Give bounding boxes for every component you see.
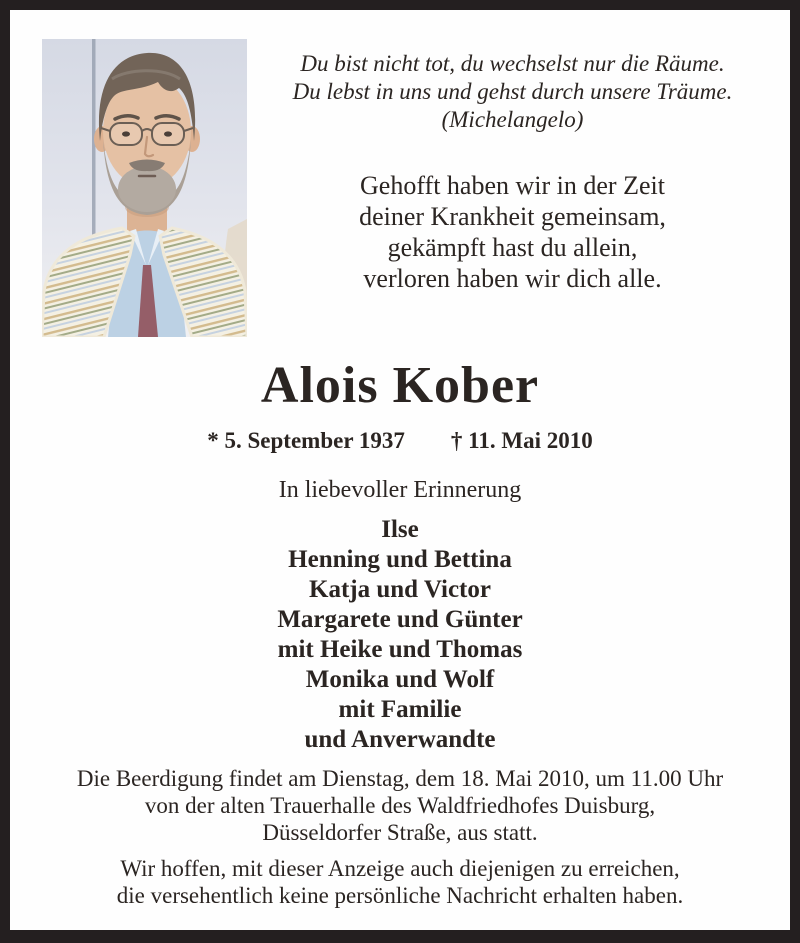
mourner-name: Ilse bbox=[381, 516, 419, 543]
death-date: † 11. Mai 2010 bbox=[450, 428, 593, 453]
quote-line: Du lebst in uns und gehst durch unsere Träume. bbox=[292, 79, 733, 104]
note-line: die versehentlich keine persönliche Nachricht erhalten haben. bbox=[116, 883, 684, 908]
portrait-photo bbox=[42, 39, 247, 337]
funeral-line: Die Beerdigung findet am Dienstag, dem 18. Mai 2010, um 11.00 Uhr bbox=[76, 766, 724, 791]
mourner-name: Margarete und Günter bbox=[277, 606, 523, 633]
funeral-announcement bbox=[10, 765, 790, 846]
remembrance-heading: In liebevoller Erinnerung bbox=[278, 477, 522, 503]
eulogy-verse bbox=[253, 170, 772, 294]
mourner-name: Monika und Wolf bbox=[305, 666, 495, 693]
mourners-list bbox=[10, 515, 790, 755]
mourner-name: mit Familie bbox=[338, 696, 462, 723]
eulogy-line: deiner Krankheit gemeinsam, bbox=[359, 202, 666, 231]
eulogy-line: Gehofft haben wir in der Zeit bbox=[360, 171, 665, 200]
eulogy-line: gekämpft hast du allein, bbox=[387, 233, 638, 262]
eulogy-line: verloren haben wir dich alle. bbox=[363, 264, 662, 293]
quote-line: Du bist nicht tot, du wechselst nur die Räume. bbox=[300, 51, 725, 76]
mourner-name: und Anverwandte bbox=[304, 726, 496, 753]
memorial-quote bbox=[253, 50, 772, 134]
mourner-name: mit Heike und Thomas bbox=[277, 636, 523, 663]
quote-attribution: (Michelangelo) bbox=[441, 107, 584, 132]
quote-and-eulogy bbox=[247, 39, 790, 294]
life-dates bbox=[10, 427, 790, 454]
note-line: Wir hoffen, mit dieser Anzeige auch diejenigen zu erreichen, bbox=[120, 856, 680, 881]
mourner-name: Katja und Victor bbox=[309, 576, 491, 603]
portrait-illustration bbox=[42, 39, 247, 337]
top-section bbox=[10, 39, 790, 337]
closing-note bbox=[10, 855, 790, 909]
obituary-content bbox=[10, 10, 790, 909]
obituary-paper bbox=[10, 10, 790, 930]
funeral-line: Düsseldorfer Straße, aus statt. bbox=[262, 820, 538, 845]
funeral-line: von der alten Trauerhalle des Waldfriedhofes Duisburg, bbox=[144, 793, 656, 818]
birth-date: * 5. September 1937 bbox=[207, 428, 405, 453]
mourner-name: Henning und Bettina bbox=[288, 546, 512, 573]
deceased-name: Alois Kober bbox=[260, 357, 540, 414]
